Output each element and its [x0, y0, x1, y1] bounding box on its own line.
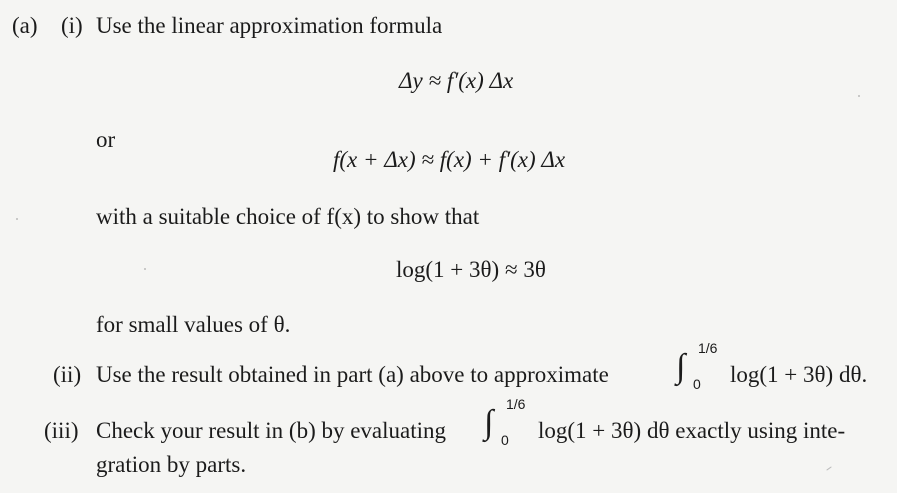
integral-ii-upper: 1/6: [698, 340, 718, 356]
or-text: or: [96, 127, 116, 152]
integral-iii-lower: 0: [501, 432, 509, 448]
part-ii-text: Use the result obtained in part (a) above to approximate: [96, 362, 609, 387]
formula-linear-approx: f(x + Δx) ≈ f(x) + f′(x) Δx: [333, 147, 566, 172]
integral-iii-upper: 1/6: [506, 396, 526, 412]
integral-ii-integrand: log(1 + 3θ) dθ.: [730, 362, 868, 387]
paper-speck: [144, 268, 146, 270]
part-iii-text-after: log(1 + 3θ) dθ exactly using inte-: [538, 418, 846, 443]
integral-sign-icon: ∫: [484, 404, 494, 441]
integral-sign-icon: ∫: [676, 348, 686, 385]
integral-iii: [484, 396, 534, 446]
choice-text: with a suitable choice of f(x) to show that: [96, 204, 480, 229]
part-a-label: (a): [12, 13, 38, 38]
integral-ii: [676, 340, 726, 390]
part-iii-line2: gration by parts.: [96, 452, 247, 477]
paper-speck: [826, 466, 831, 470]
intro-text: Use the linear approximation formula: [96, 13, 443, 38]
part-ii-label: (ii): [53, 362, 82, 387]
paper-speck: [858, 95, 860, 97]
log-approx-formula: log(1 + 3θ) ≈ 3θ: [396, 257, 546, 282]
part-iii-label: (iii): [44, 418, 79, 443]
paper-speck: [16, 218, 18, 220]
formula-delta-y: Δy ≈ f′(x) Δx: [399, 68, 514, 93]
integral-ii-lower: 0: [693, 376, 701, 392]
part-iii-text: Check your result in (b) by evaluating: [96, 418, 447, 443]
small-values-text: for small values of θ.: [96, 312, 291, 337]
part-i-label: (i): [61, 13, 83, 38]
